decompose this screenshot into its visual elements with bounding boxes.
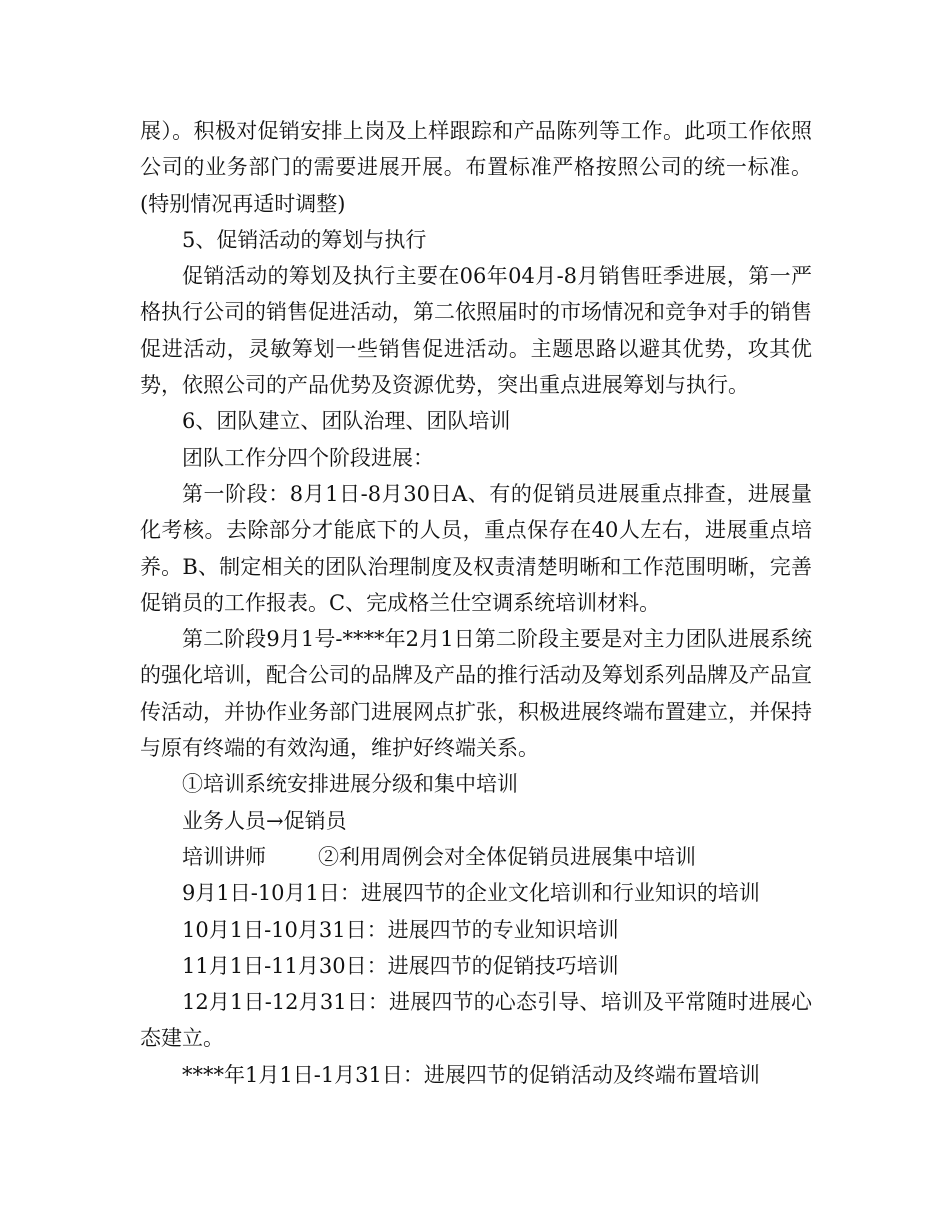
trainer-line [140, 839, 812, 875]
heading-team-building: 6、团队建立、团队治理、团队培训 [182, 409, 511, 434]
schedule-item-october: 10月1日-10月31日：进展四节的专业知识培训 [182, 917, 619, 942]
schedule-item-november: 11月1日-11月30日：进展四节的促销技巧培训 [182, 953, 619, 978]
weekly-meeting-training: ②利用周例会对全体促销员进展集中培训 [318, 844, 696, 869]
item-training-system: ①培训系统安排进展分级和集中培训 [182, 772, 518, 797]
paragraph-promotion-planning: 促销活动的筹划及执行主要在06年04月-8月销售旺季进展，第一严格执行公司的销售促进活动，第二依照届时的市场情况和竞争对手的销售促进活动，灵敏筹划一些销售促进活动。主题思路以避其优势，攻其优势，依照公司的产品优势及资源优势，突出重点进展筹划与执行。 [140, 264, 812, 398]
schedule-item-january: ****年1月1日-1月31日：进展四节的促销活动及终端布置培训 [182, 1062, 760, 1087]
paragraph-stage-two: 第二阶段9月1号-****年2月1日第二阶段主要是对主力团队进展系统的强化培训，配合公司的品牌及产品的推行活动及筹划系列品牌及产品宣传活动，并协作业务部门进展网点扩张，积极进展终端布置建立，并保持与原有终端的有效沟通，维护好终端关系。 [140, 627, 812, 761]
item-staff-to-promoter: 业务人员→促销员 [182, 808, 347, 833]
schedule-item-september: 9月1日-10月1日：进展四节的企业文化培训和行业知识的培训 [182, 881, 760, 906]
trainer-label: 培训讲师 [182, 844, 266, 869]
heading-promotion-planning: 5、促销活动的筹划与执行 [182, 227, 427, 252]
paragraph-display-arrangement: 展）。积极对促销安排上岗及上样跟踪和产品陈列等工作。此项工作依照公司的业务部门的需要进展开展。布置标准严格按照公司的统一标准。(特别情况再适时调整) [140, 119, 812, 216]
schedule-item-december: 12月1日-12月31日：进展四节的心态引导、培训及平常随时进展心态建立。 [140, 990, 812, 1051]
paragraph-team-stages-intro: 团队工作分四个阶段进展： [182, 445, 434, 470]
paragraph-stage-one: 第一阶段：8月1日-8月30日A、有的促销员进展重点排查，进展量化考核。去除部分才能底下的人员，重点保存在40人左右，进展重点培养。B、制定相关的团队治理制度及权责清楚明晰和工作范围明晰，完善促销员的工作报表。C、完成格兰仕空调系统培训材料。 [140, 481, 812, 615]
document-page [140, 113, 812, 1093]
